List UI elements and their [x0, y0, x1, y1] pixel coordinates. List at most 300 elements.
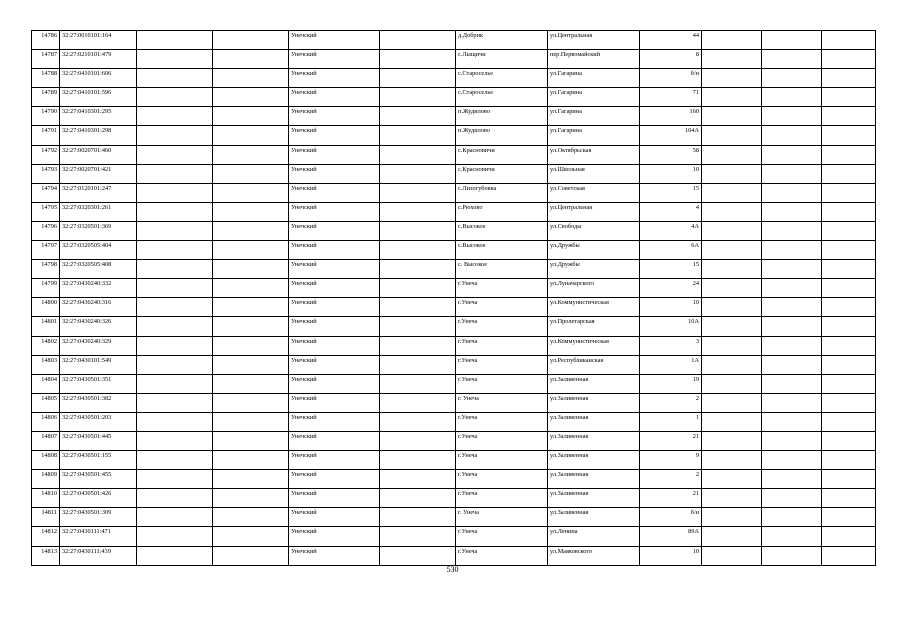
locality-cell: г.Унеча: [456, 470, 548, 489]
empty-cell: [822, 31, 876, 50]
street-cell: ул.Советская: [548, 183, 640, 202]
empty-cell: [822, 88, 876, 107]
empty-cell: [762, 431, 822, 450]
empty-cell: [380, 489, 456, 508]
empty-cell: [822, 374, 876, 393]
empty-cell: [702, 355, 762, 374]
empty-cell: [702, 336, 762, 355]
empty-cell: [137, 164, 213, 183]
locality-cell: г.Унеча: [456, 279, 548, 298]
empty-cell: [380, 355, 456, 374]
street-cell: ул.Дружбы: [548, 241, 640, 260]
empty-cell: [213, 317, 289, 336]
empty-cell: [213, 126, 289, 145]
house-number-cell: 160: [640, 107, 702, 126]
empty-cell: [137, 393, 213, 412]
street-cell: ул.Коммунистическая: [548, 336, 640, 355]
empty-cell: [822, 527, 876, 546]
record-id-cell: 14806: [32, 412, 60, 431]
empty-cell: [213, 164, 289, 183]
empty-cell: [702, 279, 762, 298]
table-row: [32, 355, 876, 374]
cadastral-number-cell: 32:27:0410101:606: [60, 69, 137, 88]
empty-cell: [380, 241, 456, 260]
empty-cell: [702, 88, 762, 107]
locality-cell: г.Унеча: [456, 336, 548, 355]
table-row: [32, 69, 876, 88]
empty-cell: [762, 412, 822, 431]
table-row: [32, 298, 876, 317]
table-row: [32, 470, 876, 489]
table-row: [32, 50, 876, 69]
empty-cell: [702, 260, 762, 279]
district-cell: Унечский: [289, 279, 380, 298]
empty-cell: [213, 298, 289, 317]
house-number-cell: 58: [640, 145, 702, 164]
empty-cell: [137, 260, 213, 279]
locality-cell: с.Рюхово: [456, 202, 548, 221]
house-number-cell: 9: [640, 451, 702, 470]
empty-cell: [762, 451, 822, 470]
district-cell: Унечский: [289, 451, 380, 470]
empty-cell: [762, 69, 822, 88]
empty-cell: [137, 470, 213, 489]
empty-cell: [380, 31, 456, 50]
empty-cell: [702, 50, 762, 69]
street-cell: ул.Маяковского: [548, 546, 640, 565]
empty-cell: [137, 451, 213, 470]
district-cell: Унечский: [289, 88, 380, 107]
empty-cell: [822, 202, 876, 221]
empty-cell: [213, 31, 289, 50]
house-number-cell: 3: [640, 336, 702, 355]
district-cell: Унечский: [289, 183, 380, 202]
table-row: [32, 374, 876, 393]
record-id-cell: 14797: [32, 241, 60, 260]
street-cell: ул.Заливенная: [548, 431, 640, 450]
street-cell: ул.Гагарина: [548, 126, 640, 145]
house-number-cell: 10: [640, 298, 702, 317]
street-cell: ул.Заливенная: [548, 451, 640, 470]
district-cell: Унечский: [289, 374, 380, 393]
cadastral-number-cell: 32:27:0430111:439: [60, 546, 137, 565]
district-cell: Унечский: [289, 221, 380, 240]
empty-cell: [137, 221, 213, 240]
registry-table: [31, 30, 876, 566]
empty-cell: [762, 50, 822, 69]
street-cell: ул.Гагарина: [548, 69, 640, 88]
table-row: [32, 221, 876, 240]
district-cell: Унечский: [289, 546, 380, 565]
district-cell: Унечский: [289, 489, 380, 508]
cadastral-number-cell: 32:27:0430501:455: [60, 470, 137, 489]
empty-cell: [213, 241, 289, 260]
empty-cell: [822, 183, 876, 202]
record-id-cell: 14790: [32, 107, 60, 126]
cadastral-number-cell: 32:27:0320301:261: [60, 202, 137, 221]
empty-cell: [762, 164, 822, 183]
record-id-cell: 14792: [32, 145, 60, 164]
cadastral-number-cell: 32:27:0410101:596: [60, 88, 137, 107]
house-number-cell: 1: [640, 412, 702, 431]
empty-cell: [137, 88, 213, 107]
locality-cell: г. Унеча: [456, 393, 548, 412]
record-id-cell: 14796: [32, 221, 60, 240]
locality-cell: с. Высокое: [456, 260, 548, 279]
house-number-cell: б/н: [640, 69, 702, 88]
empty-cell: [702, 374, 762, 393]
locality-cell: п.Жудилово: [456, 107, 548, 126]
cadastral-number-cell: 32:27:0430111:471: [60, 527, 137, 546]
cadastral-number-cell: 32:27:0430501:382: [60, 393, 137, 412]
empty-cell: [137, 508, 213, 527]
empty-cell: [762, 202, 822, 221]
empty-cell: [822, 451, 876, 470]
empty-cell: [822, 298, 876, 317]
cadastral-number-cell: 32:27:0430240:326: [60, 317, 137, 336]
record-id-cell: 14807: [32, 431, 60, 450]
empty-cell: [137, 31, 213, 50]
empty-cell: [822, 336, 876, 355]
empty-cell: [702, 393, 762, 412]
empty-cell: [213, 50, 289, 69]
district-cell: Унечский: [289, 260, 380, 279]
empty-cell: [137, 317, 213, 336]
district-cell: Унечский: [289, 126, 380, 145]
empty-cell: [137, 279, 213, 298]
street-cell: ул.Заливенная: [548, 393, 640, 412]
empty-cell: [380, 260, 456, 279]
locality-cell: г.Унеча: [456, 374, 548, 393]
empty-cell: [380, 221, 456, 240]
cadastral-number-cell: 32:27:0430101:549: [60, 355, 137, 374]
locality-cell: г.Унеча: [456, 298, 548, 317]
table-row: [32, 527, 876, 546]
empty-cell: [702, 202, 762, 221]
empty-cell: [762, 489, 822, 508]
cadastral-number-cell: 32:27:0320505:404: [60, 241, 137, 260]
house-number-cell: 10: [640, 546, 702, 565]
street-cell: ул.Заливенная: [548, 412, 640, 431]
house-number-cell: 4А: [640, 221, 702, 240]
empty-cell: [762, 260, 822, 279]
cadastral-number-cell: 32:27:0410301:295: [60, 107, 137, 126]
empty-cell: [213, 355, 289, 374]
street-cell: пер.Первомайский: [548, 50, 640, 69]
empty-cell: [762, 31, 822, 50]
registry-body: [32, 31, 876, 566]
empty-cell: [702, 317, 762, 336]
empty-cell: [213, 470, 289, 489]
empty-cell: [822, 69, 876, 88]
street-cell: ул.Заливенная: [548, 489, 640, 508]
district-cell: Унечский: [289, 317, 380, 336]
empty-cell: [762, 527, 822, 546]
empty-cell: [380, 336, 456, 355]
street-cell: ул.Ленина: [548, 527, 640, 546]
house-number-cell: 44: [640, 31, 702, 50]
empty-cell: [213, 393, 289, 412]
empty-cell: [702, 431, 762, 450]
empty-cell: [822, 241, 876, 260]
district-cell: Унечский: [289, 50, 380, 69]
street-cell: ул.Заливенная: [548, 470, 640, 489]
empty-cell: [702, 107, 762, 126]
empty-cell: [137, 241, 213, 260]
table-row: [32, 546, 876, 565]
cadastral-number-cell: 32:27:0430240:332: [60, 279, 137, 298]
district-cell: Унечский: [289, 31, 380, 50]
record-id-cell: 14788: [32, 69, 60, 88]
locality-cell: г.Унеча: [456, 489, 548, 508]
locality-cell: п.Жудилово: [456, 126, 548, 145]
empty-cell: [380, 412, 456, 431]
empty-cell: [213, 69, 289, 88]
empty-cell: [762, 145, 822, 164]
table-row: [32, 279, 876, 298]
house-number-cell: 21: [640, 489, 702, 508]
cadastral-number-cell: 32:27:0430501:445: [60, 431, 137, 450]
empty-cell: [762, 546, 822, 565]
empty-cell: [213, 451, 289, 470]
empty-cell: [137, 69, 213, 88]
cadastral-number-cell: 32:27:0430240:329: [60, 336, 137, 355]
street-cell: ул.Центральная: [548, 31, 640, 50]
empty-cell: [137, 412, 213, 431]
district-cell: Унечский: [289, 470, 380, 489]
empty-cell: [380, 107, 456, 126]
empty-cell: [702, 69, 762, 88]
empty-cell: [822, 508, 876, 527]
empty-cell: [137, 50, 213, 69]
empty-cell: [762, 355, 822, 374]
locality-cell: г.Унеча: [456, 317, 548, 336]
empty-cell: [137, 107, 213, 126]
record-id-cell: 14786: [32, 31, 60, 50]
record-id-cell: 14811: [32, 508, 60, 527]
empty-cell: [702, 527, 762, 546]
record-id-cell: 14799: [32, 279, 60, 298]
street-cell: ул.Центральная: [548, 202, 640, 221]
empty-cell: [213, 260, 289, 279]
empty-cell: [822, 107, 876, 126]
table-row: [32, 145, 876, 164]
street-cell: ул.Пролетарская: [548, 317, 640, 336]
empty-cell: [762, 470, 822, 489]
cadastral-number-cell: 32:27:0010101:164: [60, 31, 137, 50]
empty-cell: [137, 355, 213, 374]
street-cell: ул.Октябрьская: [548, 145, 640, 164]
cadastral-number-cell: 32:27:0430501:155: [60, 451, 137, 470]
table-row: [32, 393, 876, 412]
empty-cell: [762, 508, 822, 527]
empty-cell: [137, 183, 213, 202]
empty-cell: [762, 241, 822, 260]
empty-cell: [762, 374, 822, 393]
cadastral-number-cell: 32:27:0410301:298: [60, 126, 137, 145]
empty-cell: [213, 374, 289, 393]
empty-cell: [702, 470, 762, 489]
empty-cell: [213, 279, 289, 298]
table-row: [32, 31, 876, 50]
cadastral-number-cell: 32:27:0210101:479: [60, 50, 137, 69]
locality-cell: с.Староселье: [456, 88, 548, 107]
table-row: [32, 202, 876, 221]
record-id-cell: 14800: [32, 298, 60, 317]
empty-cell: [137, 145, 213, 164]
house-number-cell: 21: [640, 431, 702, 450]
record-id-cell: 14801: [32, 317, 60, 336]
record-id-cell: 14798: [32, 260, 60, 279]
empty-cell: [702, 145, 762, 164]
house-number-cell: 4: [640, 202, 702, 221]
empty-cell: [702, 546, 762, 565]
empty-cell: [380, 183, 456, 202]
empty-cell: [762, 393, 822, 412]
empty-cell: [137, 298, 213, 317]
empty-cell: [380, 527, 456, 546]
table-row: [32, 336, 876, 355]
empty-cell: [137, 336, 213, 355]
empty-cell: [380, 202, 456, 221]
locality-cell: с.Староселье: [456, 69, 548, 88]
cadastral-number-cell: 32:27:0430240:316: [60, 298, 137, 317]
table-row: [32, 431, 876, 450]
page-number: 530: [446, 565, 459, 574]
table-row: [32, 489, 876, 508]
record-id-cell: 14805: [32, 393, 60, 412]
empty-cell: [380, 298, 456, 317]
cadastral-number-cell: 32:27:0320505:408: [60, 260, 137, 279]
empty-cell: [380, 546, 456, 565]
street-cell: ул.Гагарина: [548, 88, 640, 107]
street-cell: ул.Заливенная: [548, 374, 640, 393]
street-cell: ул.Свободы: [548, 221, 640, 240]
record-id-cell: 14808: [32, 451, 60, 470]
empty-cell: [762, 107, 822, 126]
empty-cell: [213, 183, 289, 202]
empty-cell: [213, 107, 289, 126]
empty-cell: [822, 412, 876, 431]
locality-cell: с.Высокое: [456, 221, 548, 240]
locality-cell: г.Унеча: [456, 431, 548, 450]
empty-cell: [822, 50, 876, 69]
empty-cell: [380, 164, 456, 183]
record-id-cell: 14795: [32, 202, 60, 221]
district-cell: Унечский: [289, 164, 380, 183]
empty-cell: [380, 431, 456, 450]
empty-cell: [822, 260, 876, 279]
empty-cell: [213, 431, 289, 450]
empty-cell: [137, 431, 213, 450]
record-id-cell: 14793: [32, 164, 60, 183]
empty-cell: [702, 164, 762, 183]
street-cell: ул.Гагарина: [548, 107, 640, 126]
empty-cell: [822, 164, 876, 183]
locality-cell: д.Добрик: [456, 31, 548, 50]
district-cell: Унечский: [289, 145, 380, 164]
street-cell: ул.Школьная: [548, 164, 640, 183]
locality-cell: г.Унеча: [456, 451, 548, 470]
cadastral-number-cell: 32:27:0020701:421: [60, 164, 137, 183]
house-number-cell: 24: [640, 279, 702, 298]
empty-cell: [137, 374, 213, 393]
locality-cell: с.Красновичи: [456, 164, 548, 183]
empty-cell: [822, 355, 876, 374]
empty-cell: [137, 527, 213, 546]
street-cell: ул.Коммунистическая: [548, 298, 640, 317]
empty-cell: [702, 298, 762, 317]
district-cell: Унечский: [289, 527, 380, 546]
district-cell: Унечский: [289, 241, 380, 260]
empty-cell: [762, 298, 822, 317]
empty-cell: [213, 202, 289, 221]
empty-cell: [213, 336, 289, 355]
empty-cell: [702, 451, 762, 470]
empty-cell: [762, 126, 822, 145]
empty-cell: [822, 546, 876, 565]
empty-cell: [380, 508, 456, 527]
district-cell: Унечский: [289, 355, 380, 374]
house-number-cell: 104А: [640, 126, 702, 145]
table-row: [32, 260, 876, 279]
empty-cell: [380, 69, 456, 88]
table-row: [32, 508, 876, 527]
record-id-cell: 14810: [32, 489, 60, 508]
district-cell: Унечский: [289, 202, 380, 221]
empty-cell: [822, 489, 876, 508]
table-row: [32, 451, 876, 470]
table-row: [32, 241, 876, 260]
cadastral-number-cell: 32:27:0320501:369: [60, 221, 137, 240]
empty-cell: [762, 88, 822, 107]
record-id-cell: 14804: [32, 374, 60, 393]
locality-cell: г.Унеча: [456, 355, 548, 374]
empty-cell: [822, 221, 876, 240]
record-id-cell: 14812: [32, 527, 60, 546]
house-number-cell: 10А: [640, 317, 702, 336]
locality-cell: г.Унеча: [456, 412, 548, 431]
house-number-cell: 8: [640, 50, 702, 69]
locality-cell: с.Высокое: [456, 241, 548, 260]
record-id-cell: 14791: [32, 126, 60, 145]
empty-cell: [380, 317, 456, 336]
empty-cell: [702, 241, 762, 260]
street-cell: ул.Дружбы: [548, 260, 640, 279]
locality-cell: г. Унеча: [456, 508, 548, 527]
district-cell: Унечский: [289, 69, 380, 88]
empty-cell: [213, 221, 289, 240]
empty-cell: [822, 431, 876, 450]
record-id-cell: 14802: [32, 336, 60, 355]
table-row: [32, 164, 876, 183]
empty-cell: [213, 489, 289, 508]
empty-cell: [702, 508, 762, 527]
house-number-cell: б/н: [640, 508, 702, 527]
empty-cell: [822, 126, 876, 145]
empty-cell: [822, 393, 876, 412]
record-id-cell: 14794: [32, 183, 60, 202]
house-number-cell: 1А: [640, 355, 702, 374]
empty-cell: [822, 470, 876, 489]
table-row: [32, 412, 876, 431]
empty-cell: [380, 374, 456, 393]
house-number-cell: 2: [640, 393, 702, 412]
empty-cell: [762, 221, 822, 240]
district-cell: Унечский: [289, 336, 380, 355]
empty-cell: [702, 221, 762, 240]
district-cell: Унечский: [289, 298, 380, 317]
